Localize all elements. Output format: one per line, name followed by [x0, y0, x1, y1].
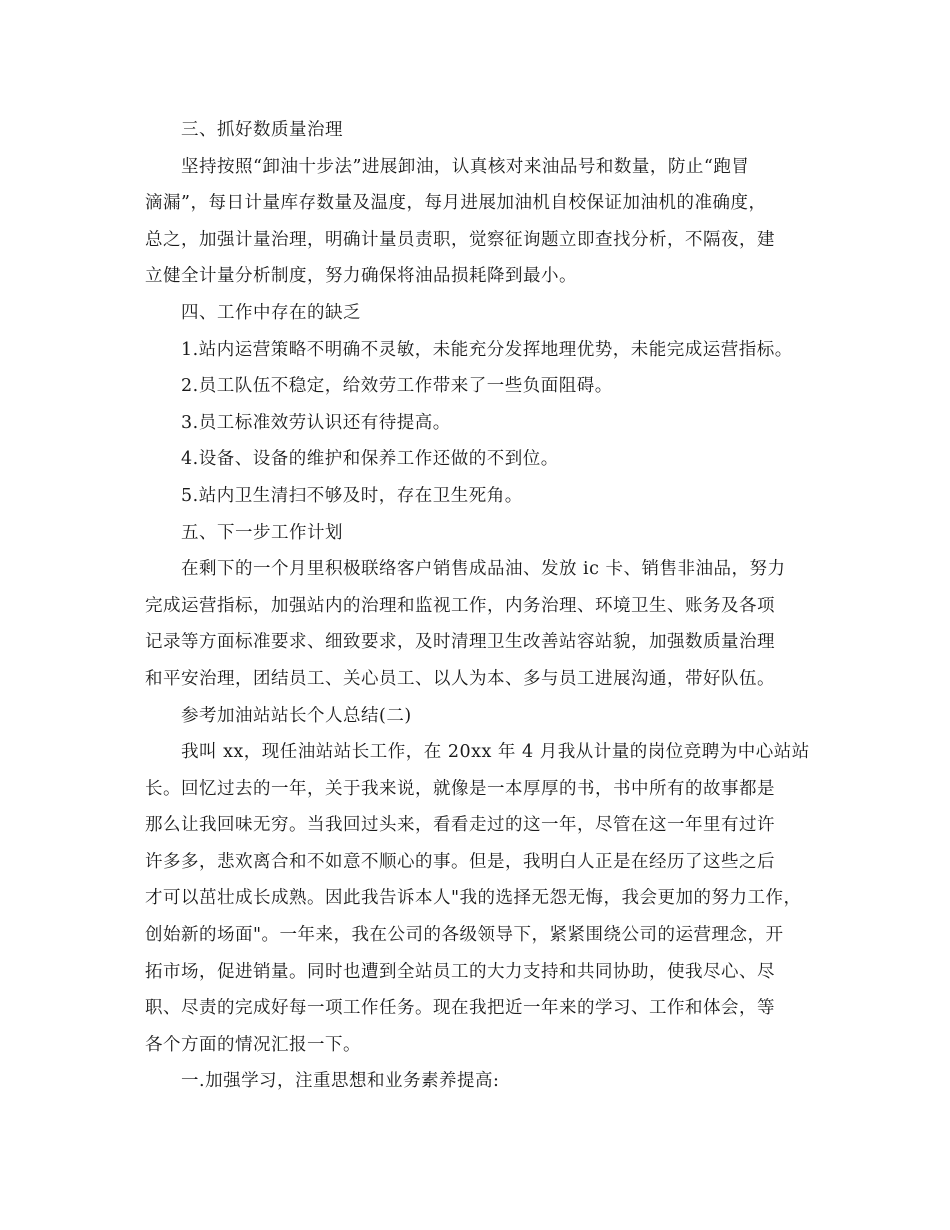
text-line: 记录等方面标准要求、细致要求，及时清理卫生改善站容站貌，加强数质量治理 [145, 632, 775, 653]
text-line: 长。回忆过去的一年，关于我来说，就像是一本厚厚的书，书中所有的故事都是 [145, 778, 775, 799]
text-line: 参考加油站站长个人总结(二) [181, 705, 412, 726]
text-line: 那么让我回味无穷。当我回过头来，看看走过的这一年，尽管在这一年里有过许 [145, 815, 775, 836]
text-line: 1.站内运营策略不明确不灵敏，未能充分发挥地理优势，未能完成运营指标。 [181, 339, 793, 360]
text-line: 和平安治理，团结员工、关心员工、以人为本、多与员工进展沟通，带好队伍。 [145, 668, 775, 689]
text-line: 在剩下的一个月里积极联络客户销售成品油、发放 ic 卡、销售非油品，努力 [181, 559, 786, 580]
text-line: 许多多，悲欢离合和不如意不顺心的事。但是，我明白人正是在经历了这些之后 [145, 851, 775, 872]
text-line: 2.员工队伍不稳定，给效劳工作带来了一些负面阻碍。 [181, 376, 613, 397]
text-line: 四、工作中存在的缺乏 [181, 302, 361, 323]
text-line: 坚持按照“卸油十步法”进展卸油，认真核对来油品号和数量，防止“跑冒 [181, 156, 750, 177]
text-line: 拓市场，促进销量。同时也遭到全站员工的大力支持和共同协助，使我尽心、尽 [145, 961, 775, 982]
text-line: 滴漏”，每日计量库存数量及温度，每月进展加油机自校保证加油机的准确度， [145, 193, 767, 214]
text-line: 职、尽责的完成好每一项工作任务。现在我把近一年来的学习、工作和体会，等 [145, 998, 775, 1019]
text-line: 五、下一步工作计划 [181, 522, 343, 543]
text-line: 完成运营指标，加强站内的治理和监视工作，内务治理、环境卫生、账务及各项 [145, 595, 775, 616]
text-line: 4.设备、设备的维护和保养工作还做的不到位。 [181, 449, 559, 470]
text-line: 创始新的场面"。一年来，我在公司的各级领导下，紧紧围绕公司的运营理念，开 [145, 925, 784, 946]
document-body [145, 112, 825, 1100]
text-line: 3.员工标准效劳认识还有待提高。 [181, 412, 451, 433]
text-line: 三、抓好数质量治理 [181, 120, 343, 140]
text-line: 总之，加强计量治理，明确计量员责职，觉察征询题立即查找分析，不隔夜，建 [145, 229, 775, 250]
text-line: 我叫 xx，现任油站站长工作，在 20xx 年 4 月我从计量的岗位竞聘为中心站站 [181, 742, 810, 763]
text-line: 立健全计量分析制度，努力确保将油品损耗降到最小。 [145, 266, 577, 287]
text-line: 才可以茁壮成长成熟。因此我告诉本人"我的选择无怨无悔，我会更加的努力工作， [145, 888, 802, 909]
text-line: 各个方面的情况汇报一下。 [145, 1034, 361, 1055]
text-line: 5.站内卫生清扫不够及时，存在卫生死角。 [181, 485, 523, 506]
text-line: 一.加强学习，注重思想和业务素养提高: [181, 1071, 500, 1092]
